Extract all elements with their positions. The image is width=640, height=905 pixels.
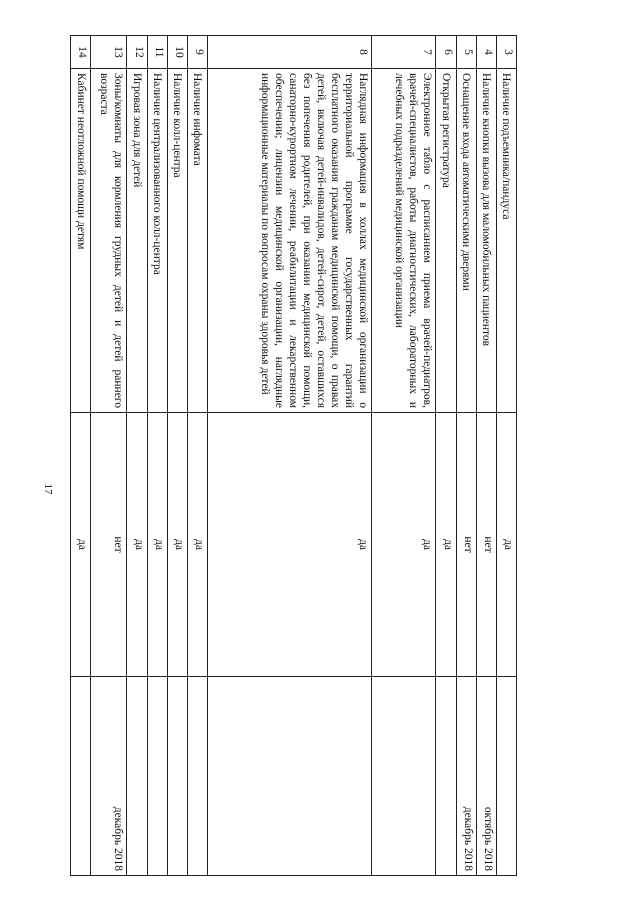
row-description: Зоны/комнаты для кормления грудных детей и детей раннего возраста [91,69,127,413]
table-row [91,36,127,876]
row-status: нет [91,413,127,677]
row-deadline [167,677,187,876]
row-deadline [127,677,147,876]
row-status: да [71,413,91,677]
row-description: Электронное табло с расписанием приема врачей-педиатров, врачей-специалистов, работы диагностических, лабораторных и лечебных подразделений медицинской организации [372,69,436,413]
row-status: да [167,413,187,677]
row-status: да [496,413,516,677]
rotated-table-wrapper [70,35,517,875]
row-description: Оснащение входа автоматическими дверями [456,69,476,413]
row-number: 10 [167,36,187,69]
row-deadline: октябрь 2018 [476,677,496,876]
row-deadline [71,677,91,876]
row-number: 3 [496,36,516,69]
row-number: 14 [71,36,91,69]
row-number: 9 [187,36,207,69]
row-description: Открытая регистратура [436,69,456,413]
row-deadline [436,677,456,876]
table-row [372,36,436,876]
row-deadline [496,677,516,876]
table-row [127,36,147,876]
row-deadline [147,677,167,876]
row-description: Наличие централизованного колл-центра [147,69,167,413]
table-row [187,36,207,876]
table-row [496,36,516,876]
row-status: да [127,413,147,677]
row-description: Наличие инфомата [187,69,207,413]
row-status: да [207,413,371,677]
page-number: 17 [42,483,54,495]
row-number: 5 [456,36,476,69]
row-deadline [372,677,436,876]
row-description: Наличие колл-центра [167,69,187,413]
row-number: 6 [436,36,456,69]
row-number: 8 [207,36,371,69]
table-row [147,36,167,876]
table-row [71,36,91,876]
row-description: Игровая зона для детей [127,69,147,413]
table-row [436,36,456,876]
table-row [456,36,476,876]
row-status: да [372,413,436,677]
row-deadline: декабрь 2018 [91,677,127,876]
row-description: Наглядная информация в холлах медицинской организации о территориальной программе государственных гарантий бесплатного оказания гражданам медицинской помощи, о правах детей, включая детей-инвалидов, детей-сирот, детей, оставшихся без попечения родителей, при оказании медицинской помощи, санаторно-курортном лечении, реабилитации и лекарственном обеспечении; лицензии медицинской организации, наглядные информационные материалы по вопросам охраны здоровья детей [207,69,371,413]
row-status: нет [456,413,476,677]
row-deadline [207,677,371,876]
row-deadline: декабрь 2018 [456,677,476,876]
row-status: нет [476,413,496,677]
row-number: 4 [476,36,496,69]
table-row [167,36,187,876]
row-status: да [147,413,167,677]
row-number: 7 [372,36,436,69]
row-status: да [187,413,207,677]
row-number: 12 [127,36,147,69]
row-description: Кабинет неотложной помощи детям [71,69,91,413]
row-number: 11 [147,36,167,69]
row-number: 13 [91,36,127,69]
row-deadline [187,677,207,876]
row-description: Наличие кнопки вызова для маломобильных пациентов [476,69,496,413]
requirements-table [70,35,517,876]
table-row [207,36,371,876]
table-row [476,36,496,876]
row-status: да [436,413,456,677]
row-description: Наличие подъемника/пандуса [496,69,516,413]
